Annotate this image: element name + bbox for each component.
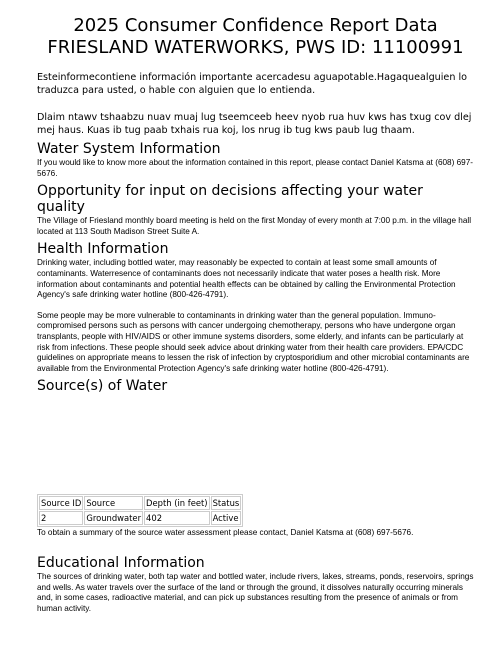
report-title-line2: FRIESLAND WATERWORKS, PWS ID: 11100991	[47, 37, 464, 58]
education-heading: Educational Information	[37, 554, 205, 571]
sources-blank-area	[37, 394, 474, 494]
column-header-source: Source	[84, 496, 143, 510]
sources-table	[37, 494, 243, 527]
sources-table-header	[39, 496, 241, 510]
opportunity-heading: Opportunity for input on decisions affecting your water quality	[37, 183, 423, 216]
education-text: The sources of drinking water, both tap water and bottled water, include rivers, lakes, streams, ponds, reservoirs, springs and wells. As water travels over the surface of the land or through the ground, it dissolves naturally occurring minerals and, in some cases, radioactive material, and can pick up substances resulting from the presence of animals or from human activity.	[37, 571, 474, 613]
column-header-depth: Depth (in feet)	[146, 498, 208, 509]
opportunity-text: The Village of Friesland monthly board meeting is held on the first Monday of every month at 7:00 p.m. in the village hall located at 113 South Madison Street Suite A.	[37, 216, 472, 236]
sources-heading: Source(s) of Water	[37, 378, 168, 395]
column-header-source-id: Source ID	[41, 498, 82, 509]
report-title-line1: 2025 Consumer Confidence Report Data	[73, 15, 438, 36]
spanish-notice: Esteinformecontiene información importante acercadesu aguapotable.Hagaquealguien lo traduzca para usted, o hable con alguien que lo entienda.	[37, 72, 467, 96]
cell-source: Groundwater	[86, 513, 142, 524]
column-header-status: Status	[212, 498, 240, 509]
health-paragraph-1: Drinking water, including bottled water, may reasonably be expected to contain at least some small amounts of contaminants. Waterresence of contaminants does not necessarily indicate that water poses a health risk. More information about contaminants and potential health effects can be obtained by calling the Environmental Protection Agency's safe drinking water hotline (800-426-4791).	[37, 258, 456, 300]
water-system-heading: Water System Information	[37, 141, 221, 157]
report-title	[37, 0, 474, 59]
cell-source-id: 2	[39, 511, 83, 525]
cell-depth: 402	[144, 511, 210, 525]
health-paragraph-2: Some people may be more vulnerable to contaminants in drinking water than the general population. Immuno-compromised persons such as persons with cancer undergoing chemotherapy, persons who have undergone organ transplants, people with HIV/AIDS or other immune systems disorders, some elderly, and infants can be particularly at risk from infections. These people should seek advice about drinking water from their health care providers. EPA/CDC guidelines on appropriate means to lessen the risk of infection by cryptosporidium and other microbial contaminants are available from the Environmental Protection Agency's safe drinking water hotline (800-426-4791).	[37, 310, 470, 373]
hmong-notice: Dlaim ntawv tshaabzu nuav muaj lug tseemceeb heev nyob rua huv kws has txug cov dlej mej haus. Kuas ib tug paab txhais rua koj, los nrug ib tug kws paub lug thaam.	[37, 112, 472, 136]
water-system-text: If you would like to know more about the information contained in this report, please contact Daniel Katsma at (608) 697-5676.	[37, 158, 473, 178]
cell-status: Active	[211, 511, 242, 525]
table-row	[39, 511, 241, 525]
health-heading: Health Information	[37, 241, 169, 258]
source-assessment-text: To obtain a summary of the source water assessment please contact, Daniel Katsma at (608) 697-5676.	[37, 528, 414, 538]
